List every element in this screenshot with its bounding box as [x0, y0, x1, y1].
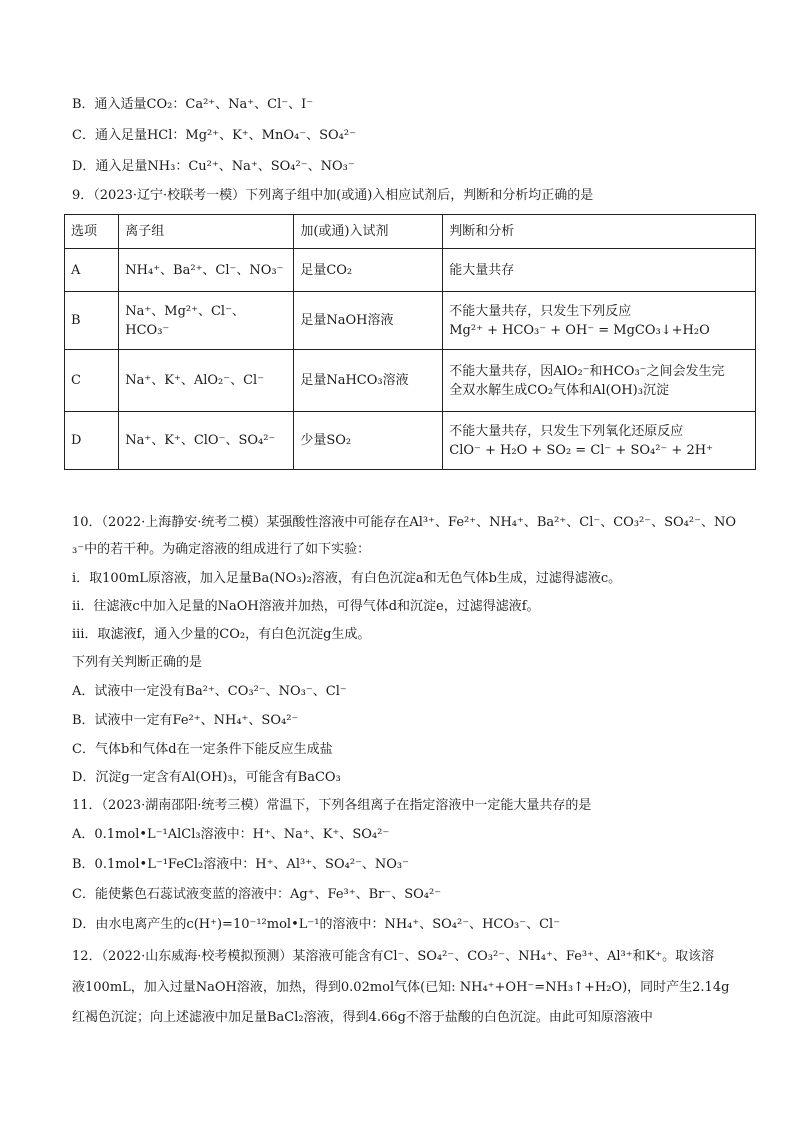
table-row — [65, 350, 756, 412]
row-analysis — [443, 292, 756, 350]
q12-line-2: 液100mL，加入过量NaOH溶液，加热，得到0.02mol气体(已知: NH₄⁺+OH⁻=NH₃↑+H₂O)，同时产生2.14g — [72, 980, 730, 995]
row-reagent: 足量NaHCO₃溶液 — [294, 350, 443, 412]
q11-option-c: C．能使紫色石蕊试液变蓝的溶液中：Ag⁺、Fe³⁺、Br⁻、SO₄²⁻ — [72, 887, 442, 902]
q8-option-c: C．通入足量HCl：Mg²⁺、K⁺、MnO₄⁻、SO₄²⁻ — [72, 128, 356, 143]
header-reagent: 加(或通)入试剂 — [294, 215, 443, 249]
row-ions: Na⁺、K⁺、AlO₂⁻、Cl⁻ — [119, 350, 294, 412]
header-analysis: 判断和分析 — [443, 215, 756, 249]
q11-option-a: A．0.1mol•L⁻¹AlCl₃溶液中：H⁺、Na⁺、K⁺、SO₄²⁻ — [72, 827, 390, 842]
analysis-line: 全双水解生成CO₂气体和Al(OH)₃沉淀 — [449, 382, 669, 398]
analysis-equation: ClO⁻ + H₂O + SO₂ = Cl⁻ + SO₄²⁻ + 2H⁺ — [449, 442, 713, 458]
row-reagent: 足量CO₂ — [294, 249, 443, 292]
q10-step-iii: ⅲ．取滤液f，通入少量的CO₂，有白色沉淀g生成。 — [72, 627, 371, 642]
analysis-equation: Mg²⁺ + HCO₃⁻ + OH⁻ = MgCO₃↓+H₂O — [449, 322, 710, 338]
q8-option-b: B．通入适量CO₂：Ca²⁺、Na⁺、Cl⁻、I⁻ — [72, 97, 314, 112]
q10-step-i: ⅰ．取100mL原溶液，加入足量Ba(NO₃)₂溶液，有白色沉淀a和无色气体b生成，过滤得滤液c。 — [72, 571, 622, 586]
q10-option-a: A．试液中一定没有Ba²⁺、CO₃²⁻、NO₃⁻、Cl⁻ — [72, 684, 347, 699]
row-analysis — [443, 412, 756, 470]
q10-option-b: B．试液中一定有Fe²⁺、NH₄⁺、SO₄²⁻ — [72, 713, 299, 728]
q9-stem: 9．（2023·辽宁·校联考一模）下列离子组中加(或通)入相应试剂后，判断和分析均正确的是 — [72, 188, 594, 203]
row-option: D — [65, 412, 119, 470]
table-row — [65, 292, 756, 350]
q10-option-d: D．沉淀g一定含有Al(OH)₃，可能含有BaCO₃ — [72, 770, 341, 785]
q12-line-1: 12．（2022·山东威海·校考模拟预测）某溶液可能含有Cl⁻、SO₄²⁻、CO₃²⁻、NH₄⁺、Fe³⁺、Al³⁺和K⁺。取该溶 — [72, 949, 715, 964]
row-option: B — [65, 292, 119, 350]
q11-option-d: D．由水电离产生的c(H⁺)=10⁻¹²mol•L⁻¹的溶液中：NH₄⁺、SO₄²⁻、HCO₃⁻、Cl⁻ — [72, 917, 561, 932]
row-analysis — [443, 350, 756, 412]
q10-option-c: C．气体b和气体d在一定条件下能反应生成盐 — [72, 742, 333, 757]
row-option: C — [65, 350, 119, 412]
row-analysis — [443, 249, 756, 292]
row-ions: NH₄⁺、Ba²⁺、Cl⁻、NO₃⁻ — [119, 249, 294, 292]
q9-table — [64, 214, 756, 470]
q12-line-3: 红褐色沉淀；向上述滤液中加足量BaCl₂溶液，得到4.66g不溶于盐酸的白色沉淀。由此可知原溶液中 — [72, 1010, 653, 1025]
row-ions: Na⁺、K⁺、ClO⁻、SO₄²⁻ — [119, 412, 294, 470]
table-row — [65, 412, 756, 470]
q10-question: 下列有关判断正确的是 — [72, 655, 203, 670]
analysis-line: 不能大量共存，因AlO₂⁻和HCO₃⁻之间会发生完 — [449, 363, 725, 379]
header-ions: 离子组 — [119, 215, 294, 249]
q10-step-ii: ⅱ．往滤液c中加入足量的NaOH溶液并加热，可得气体d和沉淀e，过滤得滤液f。 — [72, 599, 540, 614]
analysis-line: 能大量共存 — [449, 262, 515, 278]
q11-stem: 11．（2023·湖南邵阳·统考三模）常温下，下列各组离子在指定溶液中一定能大量共存的是 — [72, 798, 592, 813]
q8-option-d: D．通入足量NH₃：Cu²⁺、Na⁺、SO₄²⁻、NO₃⁻ — [72, 159, 355, 174]
table-header-row — [65, 215, 756, 249]
row-reagent: 少量SO₂ — [294, 412, 443, 470]
row-ions: Na⁺、Mg²⁺、Cl⁻、HCO₃⁻ — [119, 292, 294, 350]
q11-option-b: B．0.1mol•L⁻¹FeCl₂溶液中：H⁺、Al³⁺、SO₄²⁻、NO₃⁻ — [72, 857, 410, 872]
analysis-line: 不能大量共存，只发生下列反应 — [449, 303, 632, 319]
q10-stem-line-2: ₃⁻中的若干种。为确定溶液的组成进行了如下实验： — [72, 542, 371, 557]
table-row — [65, 249, 756, 292]
row-reagent: 足量NaOH溶液 — [294, 292, 443, 350]
row-option: A — [65, 249, 119, 292]
analysis-line: 不能大量共存，只发生下列氧化还原反应 — [449, 423, 684, 439]
q10-stem-line-1: 10．（2022·上海静安·统考二模）某强酸性溶液中可能存在Al³⁺、Fe²⁺、NH₄⁺、Ba²⁺、Cl⁻、CO₃²⁻、SO₄²⁻、NO — [72, 515, 736, 530]
header-option: 选项 — [65, 215, 119, 249]
